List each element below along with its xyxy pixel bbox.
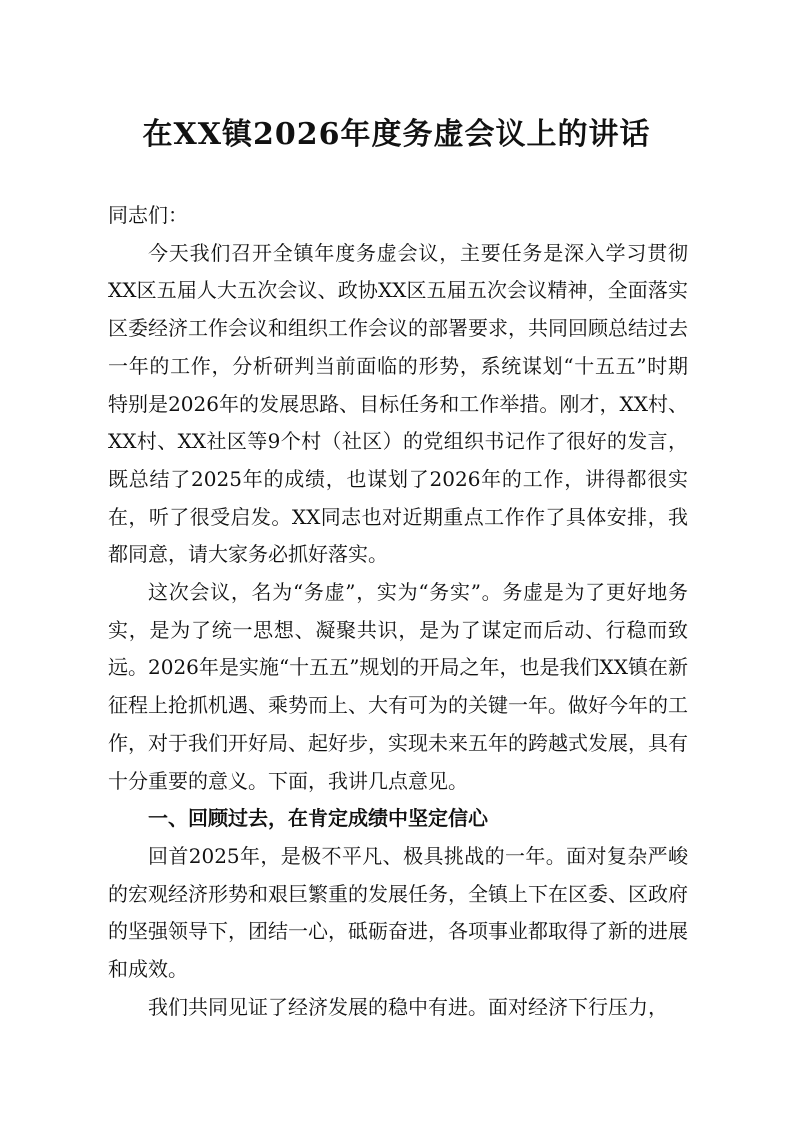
paragraph-purpose: 这次会议，名为“务虚”，实为“务实”。务虚是为了更好地务实，是为了统一思想、凝聚共识，是为了谋定而后动、行稳而致远。2026年是实施“十五五”规划的开局之年，也是我们XX镇在新征程上抢抓机遇、乘势而上、大有可为的关键一年。做好今年的工作，对于我们开好局、起好步，实现未来五年的跨越式发展，具有十分重要的意义。下面，我讲几点意见。	[108, 580, 688, 793]
paragraph-review: 回首2025年，是极不平凡、极具挑战的一年。面对复杂严峻的宏观经济形势和艰巨繁重的发展任务，全镇上下在区委、区政府的坚强领导下，团结一心，砥砺奋进，各项事业都取得了新的进展和成效。	[108, 843, 688, 982]
document-title: 在XX镇2026年度务虚会议上的讲话	[142, 117, 651, 152]
paragraph-economy: 我们共同见证了经济发展的稳中有进。面对经济下行压力，	[148, 994, 668, 1019]
section-heading: 一、回顾过去，在肯定成绩中坚定信心	[148, 806, 488, 831]
greeting: 同志们：	[108, 203, 188, 227]
paragraph-intro: 今天我们召开全镇年度务虚会议，主要任务是深入学习贯彻XX区五届人大五次会议、政协XX区五届五次会议精神，全面落实区委经济工作会议和组织工作会议的部署要求，共同回顾总结过去一年的工作，分析研判当前面临的形势，系统谋划“十五五”时期特别是2026年的发展思路、目标任务和工作举措。刚才，XX村、XX村、XX社区等9个村（社区）的党组织书记作了很好的发言，既总结了2025年的成绩，也谋划了2026年的工作，讲得都很实在，听了很受启发。XX同志也对近期重点工作作了具体安排，我都同意，请大家务必抓好落实。	[108, 240, 688, 567]
document-body	[108, 197, 688, 1026]
